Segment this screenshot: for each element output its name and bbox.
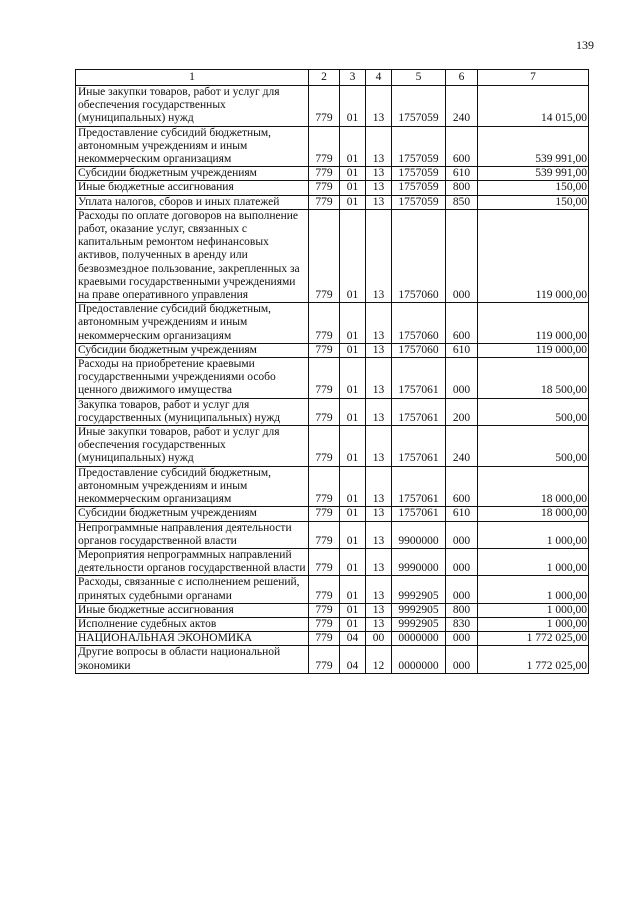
row-code-cell: 13	[366, 209, 392, 302]
row-code-cell: 01	[340, 209, 366, 302]
row-code-cell: 779	[309, 126, 340, 167]
row-code-cell: 600	[446, 466, 478, 507]
row-code-cell: 240	[446, 426, 478, 467]
row-code-cell: 779	[309, 426, 340, 467]
row-code-cell: 000	[446, 521, 478, 548]
row-name-cell: Иные бюджетные ассигнования	[76, 181, 309, 195]
header-cell: 6	[446, 70, 478, 86]
row-code-cell: 610	[446, 167, 478, 181]
row-name-cell: Предоставление субсидий бюджетным, автономным учреждениям и иным некоммерческим организациям	[76, 303, 309, 344]
row-code-cell: 1757061	[392, 426, 446, 467]
page-number: 139	[576, 38, 594, 52]
row-code-cell: 9990000	[392, 548, 446, 575]
row-code-cell: 01	[340, 343, 366, 357]
table-row	[76, 398, 589, 425]
row-code-cell: 779	[309, 466, 340, 507]
row-amount-cell: 150,00	[478, 195, 589, 209]
header-cell: 3	[340, 70, 366, 86]
table-row	[76, 632, 589, 646]
row-code-cell: 01	[340, 507, 366, 521]
row-code-cell: 779	[309, 603, 340, 617]
row-code-cell: 01	[340, 181, 366, 195]
row-name-cell: Расходы, связанные с исполнением решений, принятых судебными органами	[76, 576, 309, 603]
row-amount-cell: 539 991,00	[478, 167, 589, 181]
row-code-cell: 13	[366, 603, 392, 617]
row-code-cell: 779	[309, 507, 340, 521]
row-amount-cell: 1 772 025,00	[478, 632, 589, 646]
row-code-cell: 779	[309, 548, 340, 575]
row-code-cell: 000	[446, 576, 478, 603]
row-code-cell: 1757061	[392, 398, 446, 425]
row-code-cell: 01	[340, 398, 366, 425]
table-row	[76, 466, 589, 507]
row-amount-cell: 18 000,00	[478, 507, 589, 521]
row-amount-cell: 119 000,00	[478, 303, 589, 344]
row-name-cell: Уплата налогов, сборов и иных платежей	[76, 195, 309, 209]
row-name-cell: Другие вопросы в области национальной экономики	[76, 646, 309, 673]
row-code-cell: 01	[340, 303, 366, 344]
row-code-cell: 1757060	[392, 209, 446, 302]
row-amount-cell: 18 000,00	[478, 466, 589, 507]
row-amount-cell: 1 000,00	[478, 548, 589, 575]
row-name-cell: Иные закупки товаров, работ и услуг для обеспечения государственных (муниципальных) нужд	[76, 426, 309, 467]
row-code-cell: 800	[446, 181, 478, 195]
row-code-cell: 779	[309, 632, 340, 646]
row-code-cell: 779	[309, 576, 340, 603]
row-amount-cell: 150,00	[478, 181, 589, 195]
row-amount-cell: 14 015,00	[478, 86, 589, 127]
row-amount-cell: 1 772 025,00	[478, 646, 589, 673]
row-amount-cell: 500,00	[478, 398, 589, 425]
table-row	[76, 426, 589, 467]
row-code-cell: 800	[446, 603, 478, 617]
row-code-cell: 01	[340, 603, 366, 617]
row-code-cell: 13	[366, 343, 392, 357]
row-name-cell: Предоставление субсидий бюджетным, автономным учреждениям и иным некоммерческим организациям	[76, 466, 309, 507]
row-code-cell: 0000000	[392, 632, 446, 646]
row-code-cell: 13	[366, 521, 392, 548]
row-name-cell: Мероприятия непрограммных направлений деятельности органов государственной власти	[76, 548, 309, 575]
row-code-cell: 13	[366, 167, 392, 181]
row-code-cell: 779	[309, 209, 340, 302]
budget-table	[75, 69, 589, 674]
row-code-cell: 830	[446, 617, 478, 631]
table-row	[76, 303, 589, 344]
row-code-cell: 04	[340, 632, 366, 646]
row-code-cell: 850	[446, 195, 478, 209]
row-code-cell: 01	[340, 426, 366, 467]
row-code-cell: 779	[309, 358, 340, 399]
row-code-cell: 1757061	[392, 358, 446, 399]
row-code-cell: 600	[446, 303, 478, 344]
row-code-cell: 9992905	[392, 617, 446, 631]
row-name-cell: Иные бюджетные ассигнования	[76, 603, 309, 617]
row-code-cell: 13	[366, 181, 392, 195]
row-code-cell: 000	[446, 632, 478, 646]
row-code-cell: 610	[446, 343, 478, 357]
row-code-cell: 779	[309, 181, 340, 195]
table-row	[76, 617, 589, 631]
row-code-cell: 13	[366, 426, 392, 467]
row-code-cell: 01	[340, 167, 366, 181]
row-code-cell: 600	[446, 126, 478, 167]
row-code-cell: 779	[309, 398, 340, 425]
row-code-cell: 1757061	[392, 466, 446, 507]
row-amount-cell: 1 000,00	[478, 521, 589, 548]
header-cell: 5	[392, 70, 446, 86]
table-row	[76, 548, 589, 575]
row-name-cell: Субсидии бюджетным учреждениям	[76, 343, 309, 357]
row-code-cell: 9900000	[392, 521, 446, 548]
table-row	[76, 209, 589, 302]
row-name-cell: Субсидии бюджетным учреждениям	[76, 507, 309, 521]
row-code-cell: 01	[340, 358, 366, 399]
row-code-cell: 779	[309, 86, 340, 127]
row-name-cell: Иные закупки товаров, работ и услуг для обеспечения государственных (муниципальных) нужд	[76, 86, 309, 127]
row-code-cell: 779	[309, 167, 340, 181]
table-row	[76, 358, 589, 399]
header-cell: 4	[366, 70, 392, 86]
table-row	[76, 521, 589, 548]
row-code-cell: 13	[366, 617, 392, 631]
row-code-cell: 04	[340, 646, 366, 673]
row-code-cell: 779	[309, 646, 340, 673]
row-code-cell: 01	[340, 86, 366, 127]
table-row	[76, 507, 589, 521]
table-body	[76, 86, 589, 674]
row-amount-cell: 119 000,00	[478, 209, 589, 302]
row-amount-cell: 539 991,00	[478, 126, 589, 167]
header-cell: 2	[309, 70, 340, 86]
table-row	[76, 646, 589, 673]
row-code-cell: 000	[446, 358, 478, 399]
row-name-cell: Расходы по оплате договоров на выполнение работ, оказание услуг, связанных с капитальным ремонтом нефинансовых активов, полученных в аренду или безвозмездное пользование, закрепленных за краевыми государственными учреждениями на праве оперативного управления	[76, 209, 309, 302]
row-code-cell: 00	[366, 632, 392, 646]
row-code-cell: 200	[446, 398, 478, 425]
row-name-cell: Субсидии бюджетным учреждениям	[76, 167, 309, 181]
row-code-cell: 1757059	[392, 86, 446, 127]
row-code-cell: 779	[309, 343, 340, 357]
row-code-cell: 9992905	[392, 576, 446, 603]
row-code-cell: 1757059	[392, 126, 446, 167]
row-code-cell: 000	[446, 646, 478, 673]
row-code-cell: 13	[366, 548, 392, 575]
table-row	[76, 126, 589, 167]
row-code-cell: 13	[366, 86, 392, 127]
row-code-cell: 9992905	[392, 603, 446, 617]
row-code-cell: 0000000	[392, 646, 446, 673]
row-code-cell: 12	[366, 646, 392, 673]
row-name-cell: Закупка товаров, работ и услуг для государственных (муниципальных) нужд	[76, 398, 309, 425]
row-code-cell: 01	[340, 195, 366, 209]
row-code-cell: 01	[340, 521, 366, 548]
row-code-cell: 01	[340, 126, 366, 167]
row-code-cell: 1757059	[392, 195, 446, 209]
row-name-cell: Расходы на приобретение краевыми государственными учреждениями особо ценного движимого имущества	[76, 358, 309, 399]
row-amount-cell: 500,00	[478, 426, 589, 467]
row-code-cell: 1757059	[392, 181, 446, 195]
table-row	[76, 576, 589, 603]
row-amount-cell: 1 000,00	[478, 576, 589, 603]
row-amount-cell: 119 000,00	[478, 343, 589, 357]
row-code-cell: 01	[340, 576, 366, 603]
row-code-cell: 1757060	[392, 303, 446, 344]
row-code-cell: 1757061	[392, 507, 446, 521]
row-name-cell: НАЦИОНАЛЬНАЯ ЭКОНОМИКА	[76, 632, 309, 646]
row-code-cell: 13	[366, 195, 392, 209]
row-code-cell: 240	[446, 86, 478, 127]
row-code-cell: 13	[366, 358, 392, 399]
row-code-cell: 13	[366, 507, 392, 521]
row-name-cell: Непрограммные направления деятельности органов государственной власти	[76, 521, 309, 548]
row-code-cell: 779	[309, 521, 340, 548]
row-code-cell: 610	[446, 507, 478, 521]
row-name-cell: Предоставление субсидий бюджетным, автономным учреждениям и иным некоммерческим организациям	[76, 126, 309, 167]
header-cell: 1	[76, 70, 309, 86]
table-row	[76, 181, 589, 195]
row-code-cell: 13	[366, 466, 392, 507]
row-code-cell: 13	[366, 576, 392, 603]
row-code-cell: 01	[340, 466, 366, 507]
header-cell: 7	[478, 70, 589, 86]
row-code-cell: 13	[366, 126, 392, 167]
row-amount-cell: 18 500,00	[478, 358, 589, 399]
row-code-cell: 779	[309, 303, 340, 344]
row-code-cell: 000	[446, 209, 478, 302]
row-code-cell: 01	[340, 617, 366, 631]
table-row	[76, 167, 589, 181]
row-amount-cell: 1 000,00	[478, 617, 589, 631]
row-code-cell: 01	[340, 548, 366, 575]
row-code-cell: 13	[366, 398, 392, 425]
table-row	[76, 86, 589, 127]
row-code-cell: 13	[366, 303, 392, 344]
row-code-cell: 779	[309, 195, 340, 209]
table-header-row	[76, 70, 589, 86]
table-row	[76, 343, 589, 357]
row-code-cell: 1757059	[392, 167, 446, 181]
table-row	[76, 603, 589, 617]
row-code-cell: 1757060	[392, 343, 446, 357]
row-name-cell: Исполнение судебных актов	[76, 617, 309, 631]
row-code-cell: 779	[309, 617, 340, 631]
row-amount-cell: 1 000,00	[478, 603, 589, 617]
row-code-cell: 000	[446, 548, 478, 575]
table-row	[76, 195, 589, 209]
